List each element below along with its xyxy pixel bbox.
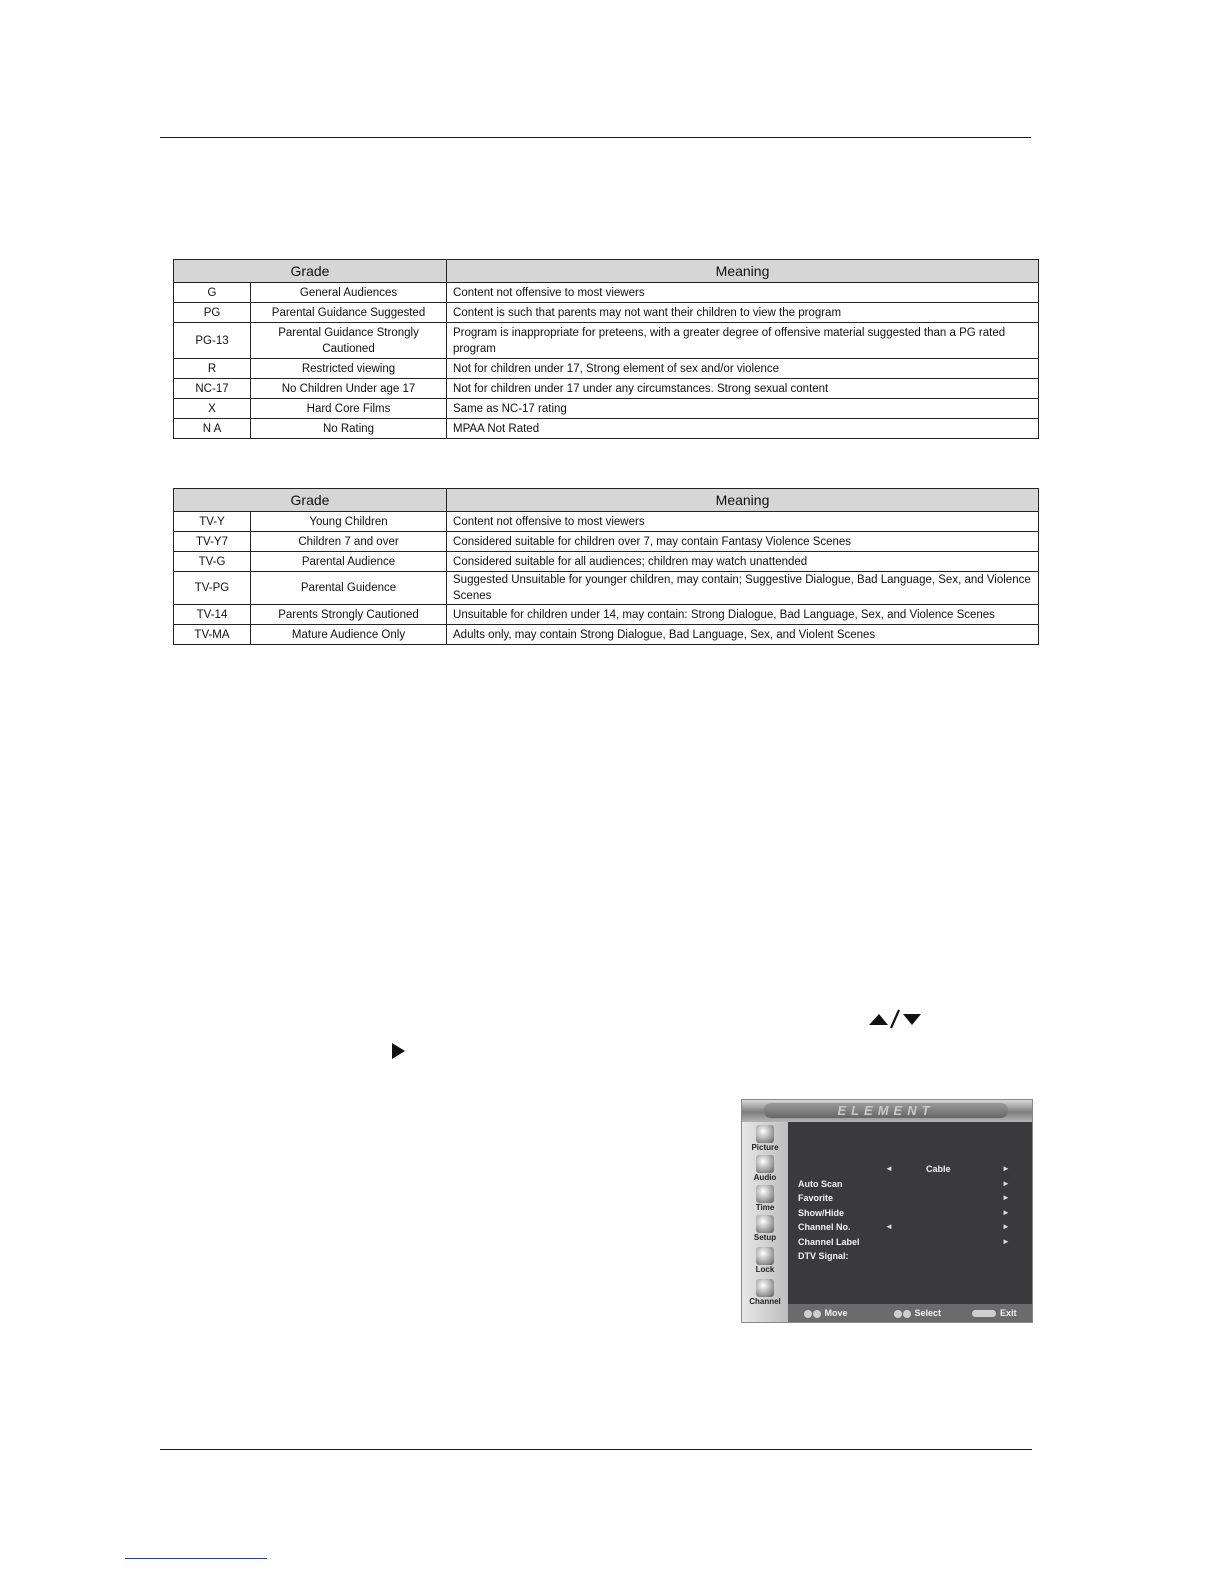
- table-header-row: [174, 489, 1039, 512]
- select-hint: [894, 1304, 941, 1322]
- rating-code: TV-Y7: [174, 532, 251, 552]
- move-label: Move: [824, 1308, 848, 1318]
- tv-rating-table: [173, 488, 1039, 645]
- setup-icon: [756, 1215, 774, 1233]
- rating-code: R: [174, 359, 251, 379]
- table-row: [174, 419, 1039, 439]
- rating-code: TV-PG: [174, 572, 251, 605]
- right-arrow-icon[interactable]: ►: [1002, 1178, 1010, 1188]
- rating-name: Young Children: [251, 512, 447, 532]
- picture-icon: [756, 1125, 774, 1143]
- left-arrow-icon[interactable]: ◄: [885, 1222, 893, 1231]
- right-arrow-icon[interactable]: ►: [1002, 1193, 1010, 1202]
- grade-header: Grade: [174, 489, 447, 512]
- menu-button-icon: [972, 1310, 996, 1317]
- rating-code: X: [174, 399, 251, 419]
- menu-item[interactable]: [788, 1206, 1032, 1220]
- menu-header: [742, 1100, 1032, 1122]
- table-row: [174, 512, 1039, 532]
- menu-item[interactable]: [788, 1249, 1032, 1263]
- table-row: [174, 399, 1039, 419]
- right-arrow-icon[interactable]: ►: [1002, 1236, 1010, 1246]
- menu-item[interactable]: [788, 1235, 1032, 1249]
- table-row: [174, 283, 1039, 303]
- exit-label: Exit: [1000, 1308, 1017, 1318]
- rating-meaning: Considered suitable for all audiences; children may watch unattended: [447, 552, 1039, 572]
- sidebar-item-label: Channel: [749, 1297, 781, 1306]
- table-row: [174, 572, 1039, 605]
- table-row: [174, 552, 1039, 572]
- menu-item-label: Favorite: [798, 1193, 834, 1203]
- rating-code: TV-G: [174, 552, 251, 572]
- grade-header: Grade: [174, 260, 447, 283]
- select-label: Select: [914, 1308, 942, 1318]
- menu-item[interactable]: [788, 1191, 1032, 1205]
- tv-menu-screenshot: [741, 1099, 1033, 1323]
- rating-code: TV-Y: [174, 512, 251, 532]
- audio-icon: [756, 1155, 774, 1173]
- menu-item[interactable]: [788, 1220, 1032, 1234]
- table-row: [174, 359, 1039, 379]
- menu-item-label: DTV Signal:: [798, 1251, 849, 1261]
- channel-icon: [756, 1279, 774, 1297]
- exit-hint: [972, 1304, 1017, 1322]
- rating-code: G: [174, 283, 251, 303]
- sidebar-item-lock[interactable]: [742, 1247, 788, 1275]
- rating-name: No Rating: [251, 419, 447, 439]
- rating-meaning: MPAA Not Rated: [447, 419, 1039, 439]
- rating-code: PG-13: [174, 323, 251, 359]
- sidebar-item-label: Audio: [753, 1173, 777, 1182]
- rating-name: General Audiences: [251, 283, 447, 303]
- menu-item[interactable]: [788, 1162, 1032, 1176]
- table-row: [174, 379, 1039, 399]
- sidebar-item-channel[interactable]: [742, 1279, 788, 1307]
- rating-name: Parental Guidance Suggested: [251, 303, 447, 323]
- sidebar-item-audio[interactable]: [742, 1155, 788, 1183]
- sidebar-item-label: Picture: [751, 1143, 779, 1152]
- sidebar-item-label: Time: [755, 1203, 775, 1212]
- table-row: [174, 323, 1039, 359]
- menu-footer: [788, 1304, 1032, 1322]
- rating-meaning: Suggested Unsuitable for younger children, may contain; Suggestive Dialogue, Bad Language, Sex, and Violence Scenes: [447, 572, 1039, 605]
- rating-name: Parental Guidance Strongly Cautioned: [251, 323, 447, 359]
- rating-meaning: Considered suitable for children over 7, may contain Fantasy Violence Scenes: [447, 532, 1039, 552]
- menu-item-label: Show/Hide: [798, 1207, 845, 1218]
- menu-item-label: Auto Scan: [798, 1178, 843, 1189]
- table-row: [174, 532, 1039, 552]
- rating-name: Hard Core Films: [251, 399, 447, 419]
- channel-menu-panel: [788, 1122, 1032, 1304]
- rating-meaning: Adults only, may contain Strong Dialogue, Bad Language, Sex, and Violent Scenes: [447, 625, 1039, 645]
- left-right-icon: [903, 1310, 911, 1318]
- left-right-icon: [894, 1310, 902, 1318]
- rating-meaning: Not for children under 17 under any circumstances. Strong sexual content: [447, 379, 1039, 399]
- up-down-arrows-icon: [866, 1008, 924, 1030]
- meaning-header: Meaning: [447, 489, 1039, 512]
- rating-meaning: Same as NC-17 rating: [447, 399, 1039, 419]
- menu-item-label: Channel No.: [798, 1222, 851, 1232]
- right-arrow-icon[interactable]: ►: [1002, 1207, 1010, 1217]
- rating-meaning: Not for children under 17, Strong element of sex and/or violence: [447, 359, 1039, 379]
- table-header-row: [174, 260, 1039, 283]
- table-row: [174, 625, 1039, 645]
- link-underline: [125, 1558, 267, 1559]
- sidebar-item-setup[interactable]: [742, 1215, 788, 1243]
- rating-meaning: Unsuitable for children under 14, may contain: Strong Dialogue, Bad Language, Sex, and Violence Scenes: [447, 605, 1039, 625]
- right-arrow-icon[interactable]: ►: [1002, 1222, 1010, 1231]
- meaning-header: Meaning: [447, 260, 1039, 283]
- rating-meaning: Content not offensive to most viewers: [447, 512, 1039, 532]
- rating-meaning: Content is such that parents may not want their children to view the program: [447, 303, 1039, 323]
- rating-code: N A: [174, 419, 251, 439]
- mpaa-rating-table: [173, 259, 1039, 439]
- rating-name: Restricted viewing: [251, 359, 447, 379]
- up-down-icon: [804, 1310, 812, 1318]
- lock-icon: [756, 1247, 774, 1265]
- table-row: [174, 605, 1039, 625]
- sidebar-item-label: Setup: [753, 1233, 777, 1242]
- rating-name: Children 7 and over: [251, 532, 447, 552]
- rating-code: NC-17: [174, 379, 251, 399]
- header-rule: [160, 137, 1031, 138]
- table-row: [174, 303, 1039, 323]
- rating-meaning: Content not offensive to most viewers: [447, 283, 1039, 303]
- rating-name: Parents Strongly Cautioned: [251, 605, 447, 625]
- rating-name: Parental Audience: [251, 552, 447, 572]
- rating-code: PG: [174, 303, 251, 323]
- left-arrow-icon[interactable]: ◄: [885, 1164, 893, 1173]
- rating-name: No Children Under age 17: [251, 379, 447, 399]
- up-down-icon: [813, 1310, 821, 1318]
- time-icon: [756, 1185, 774, 1203]
- rating-name: Mature Audience Only: [251, 625, 447, 645]
- menu-item-value: Cable: [926, 1164, 951, 1174]
- rating-meaning: Program is inappropriate for preteens, with a greater degree of offensive material suggested than a PG rated program: [447, 323, 1039, 359]
- sidebar-item-time[interactable]: [742, 1185, 788, 1213]
- right-triangle-icon: [391, 1041, 407, 1061]
- right-arrow-icon[interactable]: ►: [1002, 1164, 1010, 1173]
- rating-name: Parental Guidence: [251, 572, 447, 605]
- rating-code: TV-MA: [174, 625, 251, 645]
- sidebar-item-label: Lock: [755, 1265, 775, 1274]
- footer-rule: [160, 1449, 1032, 1450]
- move-hint: [804, 1304, 848, 1322]
- menu-item[interactable]: [788, 1177, 1032, 1191]
- menu-item-label: Channel Label: [798, 1236, 860, 1247]
- sidebar-item-picture[interactable]: [742, 1125, 788, 1153]
- rating-code: TV-14: [174, 605, 251, 625]
- brand-logo: ELEMENT: [764, 1103, 1008, 1118]
- menu-sidebar: [742, 1122, 788, 1322]
